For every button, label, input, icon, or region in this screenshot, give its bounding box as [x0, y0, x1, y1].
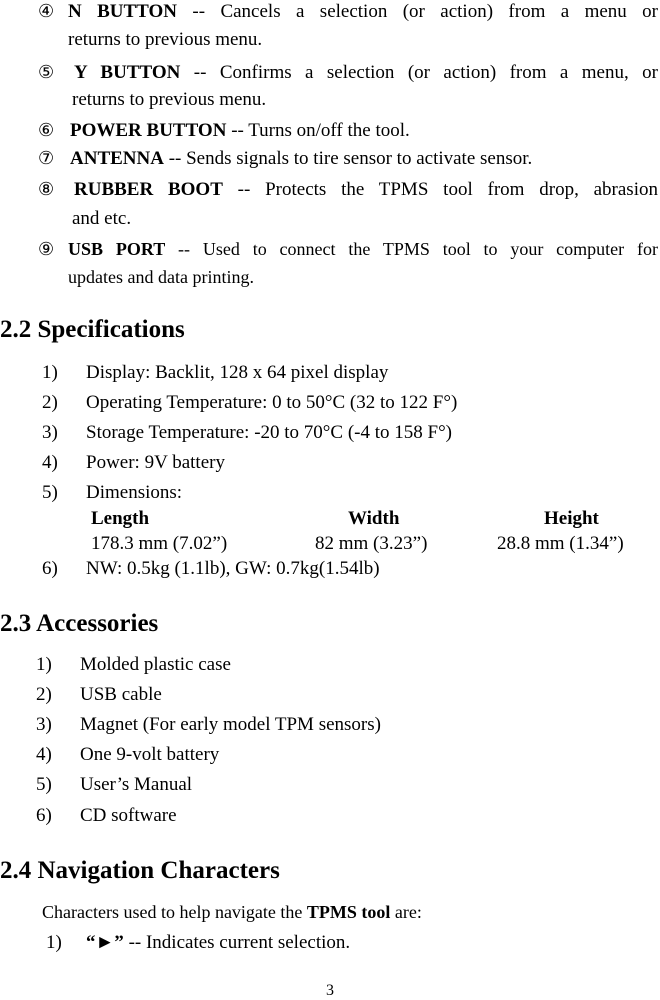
dimensions-value-length: 178.3 mm (7.02”)	[91, 533, 228, 554]
spec-power: Power: 9V battery	[86, 452, 225, 473]
accessory-number: 2)	[36, 684, 52, 705]
accessory-item: CD software	[80, 805, 177, 826]
dimensions-header-length: Length	[91, 508, 150, 529]
spec-number: 1)	[42, 362, 58, 383]
rubber-boot-text: -- Protects the TPMS tool from drop, abrasion	[222, 179, 658, 200]
rubber-boot-term: RUBBER BOOT	[74, 179, 223, 200]
list-marker: ⑥	[38, 120, 55, 140]
navigation-item-text: -- Indicates current selection.	[123, 932, 351, 953]
n-button-term: N BUTTON	[68, 1, 178, 22]
power-button-description	[70, 121, 410, 140]
list-marker: ⑧	[38, 179, 55, 199]
navigation-item-current-selection	[86, 933, 350, 952]
spec-number: 4)	[42, 452, 58, 473]
navigation-heading: 2.4 Navigation Characters	[0, 857, 280, 884]
spec-number: 5)	[42, 482, 58, 503]
usb-port-description	[68, 240, 658, 259]
dimensions-value-height: 28.8 mm (1.34”)	[497, 533, 624, 554]
navigation-intro	[42, 903, 422, 922]
navigation-intro-text: Characters used to help navigate the	[42, 902, 307, 922]
power-button-text: -- Turns on/off the tool.	[226, 120, 410, 141]
accessory-item: One 9-volt battery	[80, 744, 220, 765]
accessory-number: 3)	[36, 714, 52, 735]
power-button-term: POWER BUTTON	[70, 120, 227, 141]
antenna-text: -- Sends signals to tire sensor to activate sensor.	[163, 148, 533, 169]
accessories-heading: 2.3 Accessories	[0, 610, 159, 637]
spec-number: 2)	[42, 392, 58, 413]
spec-operating-temperature: Operating Temperature: 0 to 50°C (32 to 122 F°)	[86, 392, 458, 413]
accessory-number: 6)	[36, 805, 52, 826]
spec-storage-temperature: Storage Temperature: -20 to 70°C (-4 to 158 F°)	[86, 422, 453, 443]
n-button-description	[68, 2, 658, 21]
antenna-description	[70, 149, 532, 168]
accessory-number: 1)	[36, 654, 52, 675]
accessory-item: Molded plastic case	[80, 654, 231, 675]
spec-number: 3)	[42, 422, 58, 443]
list-marker: ⑤	[38, 62, 55, 82]
y-button-text: -- Confirms a selection (or action) from a menu, or	[180, 62, 658, 83]
list-marker: ⑨	[38, 239, 55, 259]
spec-dimensions: Dimensions:	[86, 482, 183, 503]
accessory-item: Magnet (For early model TPM sensors)	[80, 714, 381, 735]
spec-weight: NW: 0.5kg (1.1lb), GW: 0.7kg(1.54lb)	[86, 558, 380, 579]
rubber-boot-continuation: and etc.	[72, 208, 132, 229]
page-number: 3	[326, 982, 334, 999]
n-button-continuation: returns to previous menu.	[68, 29, 263, 50]
navigation-number: 1)	[46, 932, 62, 953]
usb-port-continuation: updates and data printing.	[68, 267, 254, 287]
y-button-description	[74, 63, 658, 82]
n-button-text: -- Cancels a selection (or action) from a menu or	[177, 1, 658, 22]
spec-number: 6)	[42, 558, 58, 579]
accessory-number: 4)	[36, 744, 52, 765]
antenna-term: ANTENNA	[70, 148, 164, 169]
usb-port-text: -- Used to connect the TPMS tool to your computer for	[165, 239, 658, 259]
specifications-heading: 2.2 Specifications	[0, 316, 185, 343]
y-button-continuation: returns to previous menu.	[72, 89, 267, 110]
arrow-symbol: “►”	[86, 932, 124, 953]
navigation-intro-end: are:	[390, 902, 422, 922]
y-button-term: Y BUTTON	[74, 62, 181, 83]
accessory-number: 5)	[36, 774, 52, 795]
rubber-boot-description	[74, 180, 658, 199]
dimensions-header-height: Height	[544, 508, 599, 529]
spec-display: Display: Backlit, 128 x 64 pixel display	[86, 362, 389, 383]
list-marker: ⑦	[38, 148, 55, 168]
list-marker: ④	[38, 1, 55, 21]
navigation-intro-tool: TPMS tool	[306, 902, 391, 922]
dimensions-header-width: Width	[348, 508, 400, 529]
accessory-item: User’s Manual	[80, 774, 193, 795]
usb-port-term: USB PORT	[68, 239, 166, 259]
accessory-item: USB cable	[80, 684, 162, 705]
dimensions-value-width: 82 mm (3.23”)	[315, 533, 428, 554]
